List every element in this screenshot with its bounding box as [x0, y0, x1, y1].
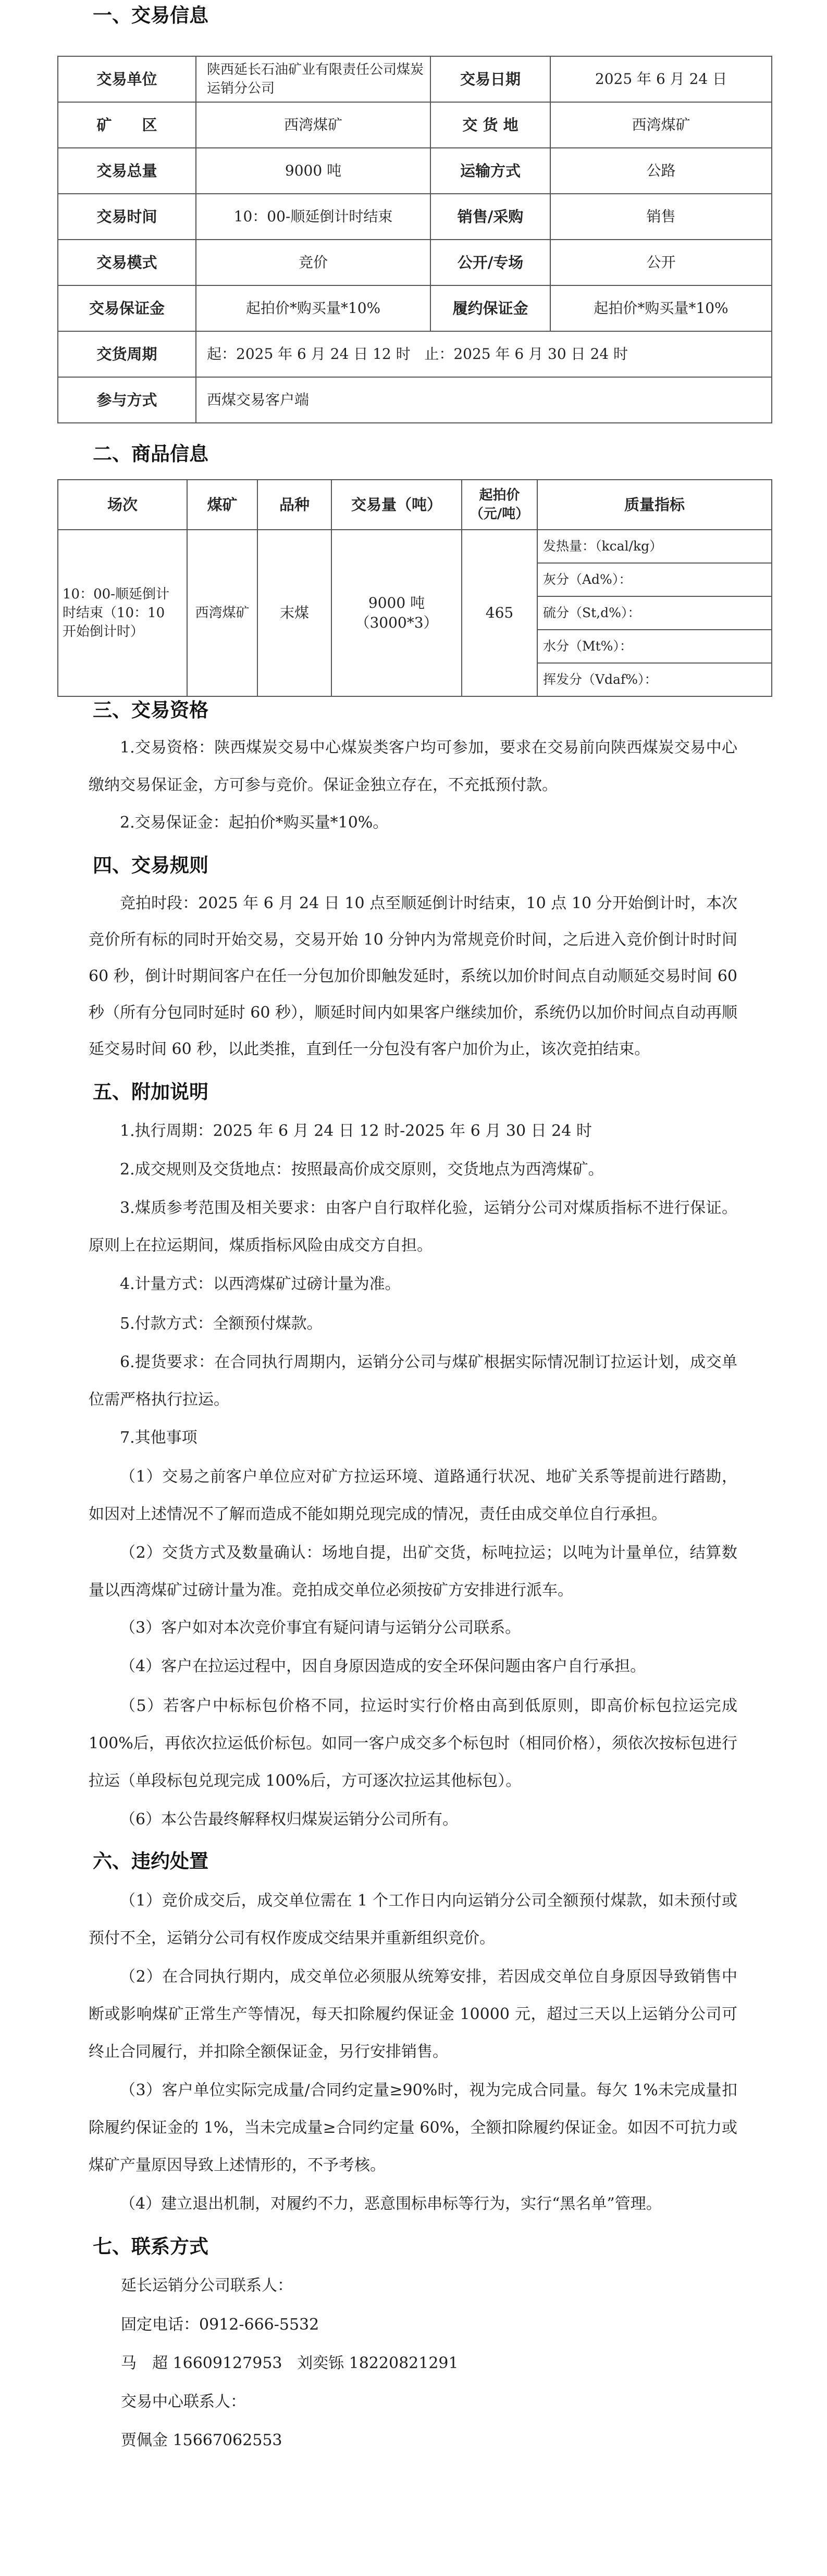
performance-deposit-value: 起拍价*购买量*10% [550, 285, 772, 331]
trade-time-label: 交易时间 [58, 194, 196, 240]
rules-text: 竞拍时段：2025 年 6 月 24 日 10 点至顺延倒计时结束，10 点 10 分开始倒计时，本次竞价所有标的同时开始交易，交易开始 10 分钟内为常规竞价时间，之后进入竞价倒计时时间 60 秒，倒计时期间客户在任一分包加价即触发延时，系统以加价时间点自动顺延交易时间 60 秒（所有分包同时延时 60 秒），顺延时间内如果客户继续加价，系统仍以加价时间点自动再顺延交易时间 60 秒，以此类推，直到任一分包没有客户加价为止，该次竞拍结束。 [89, 894, 737, 1058]
trade-unit-value: 陕西延长石油矿业有限责任公司煤炭运销分公司 [196, 56, 430, 102]
col-variety-header: 品种 [257, 480, 331, 530]
contact-line-2: 固定电话：0912-666-5532 [121, 2316, 319, 2334]
col-price-header: 起拍价（元/吨） [462, 480, 537, 530]
transport-value: 公路 [550, 148, 772, 194]
qualification-text: 1.交易资格：陕西煤炭交易中心煤炭类客户均可参加，要求在交易前向陕西煤炭交易中心缴纳交易保证金，方可参与竞价。保证金独立存在，不充抵预付款。 [89, 739, 737, 794]
total-volume-value: 9000 吨 [196, 148, 430, 194]
quality-moisture: 水分（Mt%）： [537, 630, 772, 663]
price-cell: 465 [462, 530, 537, 696]
participation-label: 参与方式 [58, 377, 196, 423]
section3-title: 三、交易资格 [93, 699, 208, 721]
note-item-6: 6.提货要求：在合同执行周期内，运销分公司与煤矿根据实际情况制订拉运计划，成交单位需严格执行拉运。 [89, 1353, 737, 1409]
contact-line-5: 贾佩金 15667062553 [121, 2431, 282, 2449]
col-mine-header: 煤矿 [187, 480, 257, 530]
breach-item-3: （3）客户单位实际完成量/合同约定量≥90%时，视为完成合同量。每欠 1%未完成量扣除履约保证金的 1%，当未完成量≥合同约定量 60%，全额扣除履约保证金。如因不可抗力或煤矿产量原因导致上述情形的，不予考核。 [89, 2081, 737, 2174]
contact-line-1: 延长运销分公司联系人： [121, 2277, 293, 2295]
section5-title: 五、附加说明 [93, 1081, 208, 1103]
volume-cell: 9000 吨（3000*3） [331, 530, 462, 696]
trade-info-row [58, 331, 772, 377]
contact-line-4: 交易中心联系人： [121, 2393, 246, 2411]
other-item-5: （5）若客户中标标包价格不同，拉运时实行价格由高到低原则，即高价标包拉运完成 100%后，再依次拉运低价标包。如同一客户成交多个标包时（相同价格），须依次按标包进行拉运（单段标包兑现完成 100%后，方可逐次拉运其他标包）。 [89, 1697, 737, 1790]
public-special-label: 公开/专场 [430, 240, 550, 285]
note-item-7: 7.其他事项 [120, 1429, 198, 1447]
trade-info-row [58, 102, 772, 148]
section4-title: 四、交易规则 [93, 854, 208, 877]
section1-title: 一、交易信息 [93, 4, 208, 27]
sale-purchase-label: 销售/采购 [430, 194, 550, 240]
other-item-1: （1）交易之前客户单位应对矿方拉运环境、道路通行状况、地矿关系等提前进行踏勘，如因对上述情况不了解而造成不能如期兑现完成的情况，责任由成交单位自行承担。 [89, 1468, 737, 1523]
quality-sulfur: 硫分（St,d%）： [537, 596, 772, 630]
other-item-2: （2）交货方式及数量确认：场地自提，出矿交货，标吨拉运；以吨为计量单位，结算数量以西湾煤矿过磅计量为准。竞拍成交单位必须按矿方安排进行派车。 [89, 1544, 737, 1599]
trade-info-row [58, 148, 772, 194]
total-volume-label: 交易总量 [58, 148, 196, 194]
trade-info-row [58, 240, 772, 285]
mine-area-value: 西湾煤矿 [196, 102, 430, 148]
other-item-6: （6）本公告最终解释权归煤炭运销分公司所有。 [120, 1810, 459, 1829]
goods-header-row [58, 480, 772, 530]
quality-volatile: 挥发分（Vdaf%）： [537, 663, 772, 696]
trade-info-row [58, 377, 772, 423]
performance-deposit-label: 履约保证金 [430, 285, 550, 331]
deposit-text: 2.交易保证金：起拍价*购买量*10%。 [120, 814, 389, 832]
session-cell: 10：00-顺延倒计时结束（10：10 开始倒计时） [58, 530, 187, 696]
participation-value: 西煤交易客户端 [196, 377, 772, 423]
trade-date-value: 2025 年 6 月 24 日 [550, 56, 772, 102]
trade-time-value: 10：00-顺延倒计时结束 [196, 194, 430, 240]
sale-purchase-value: 销售 [550, 194, 772, 240]
contact-line-3: 马 超 16609127953 刘奕铄 18220821291 [121, 2354, 459, 2372]
trade-date-label: 交易日期 [430, 56, 550, 102]
mine-cell: 西湾煤矿 [187, 530, 257, 696]
goods-info-table [57, 479, 772, 697]
other-item-4: （4）客户在拉运过程中，因自身原因造成的安全环保问题由客户自行承担。 [120, 1657, 646, 1675]
trade-info-row [58, 194, 772, 240]
trade-mode-value: 竞价 [196, 240, 430, 285]
section6-title: 六、违约处置 [93, 1850, 208, 1872]
mine-area-label: 矿 区 [58, 102, 196, 148]
note-item-4: 4.计量方式：以西湾煤矿过磅计量为准。 [120, 1275, 401, 1293]
note-item-1: 1.执行周期：2025 年 6 月 24 日 12 时-2025 年 6 月 30 日 24 时 [120, 1122, 592, 1140]
goods-row [58, 530, 772, 563]
transport-label: 运输方式 [430, 148, 550, 194]
section7-title: 七、联系方式 [93, 2235, 208, 2258]
trade-deposit-value: 起拍价*购买量*10% [196, 285, 430, 331]
section2-title: 二、商品信息 [93, 443, 208, 465]
delivery-period-value: 起：2025 年 6 月 24 日 12 时 止：2025 年 6 月 30 日 24 时 [196, 331, 772, 377]
col-session-header: 场次 [58, 480, 187, 530]
note-item-2: 2.成交规则及交货地点：按照最高价成交原则，交货地点为西湾煤矿。 [120, 1160, 604, 1179]
trade-deposit-label: 交易保证金 [58, 285, 196, 331]
delivery-place-label: 交 货 地 [430, 102, 550, 148]
col-quality-header: 质量指标 [537, 480, 772, 530]
quality-ash: 灰分（Ad%）： [537, 563, 772, 596]
note-item-3: 3.煤质参考范围及相关要求：由客户自行取样化验，运销分公司对煤质指标不进行保证。原则上在拉运期间，煤质指标风险由成交方自担。 [89, 1199, 737, 1255]
breach-item-2: （2）在合同执行期内，成交单位必须服从统筹安排，若因成交单位自身原因导致销售中断或影响煤矿正常生产等情况，每天扣除履约保证金 10000 元，超过三天以上运销分公司可终止合同履行，并扣除全额保证金，另行安排销售。 [89, 1968, 737, 2061]
breach-item-1: （1）竞价成交后，成交单位需在 1 个工作日内向运销分公司全额预付煤款，如未预付或预付不全，运销分公司有权作废成交结果并重新组织竞价。 [89, 1892, 737, 1947]
quality-calorific: 发热量：（kcal/kg） [537, 530, 772, 563]
trade-info-row [58, 56, 772, 102]
delivery-place-value: 西湾煤矿 [550, 102, 772, 148]
variety-cell: 末煤 [257, 530, 331, 696]
other-item-3: （3）客户如对本次竞价事宜有疑问请与运销分公司联系。 [120, 1619, 521, 1637]
note-item-5: 5.付款方式：全额预付煤款。 [120, 1315, 323, 1333]
trade-info-table [57, 56, 772, 423]
trade-info-row [58, 285, 772, 331]
trade-unit-label: 交易单位 [58, 56, 196, 102]
public-special-value: 公开 [550, 240, 772, 285]
delivery-period-label: 交货周期 [58, 331, 196, 377]
breach-item-4: （4）建立退出机制，对履约不力，恶意围标串标等行为，实行“黑名单”管理。 [120, 2195, 662, 2213]
col-volume-header: 交易量（吨） [331, 480, 462, 530]
trade-mode-label: 交易模式 [58, 240, 196, 285]
